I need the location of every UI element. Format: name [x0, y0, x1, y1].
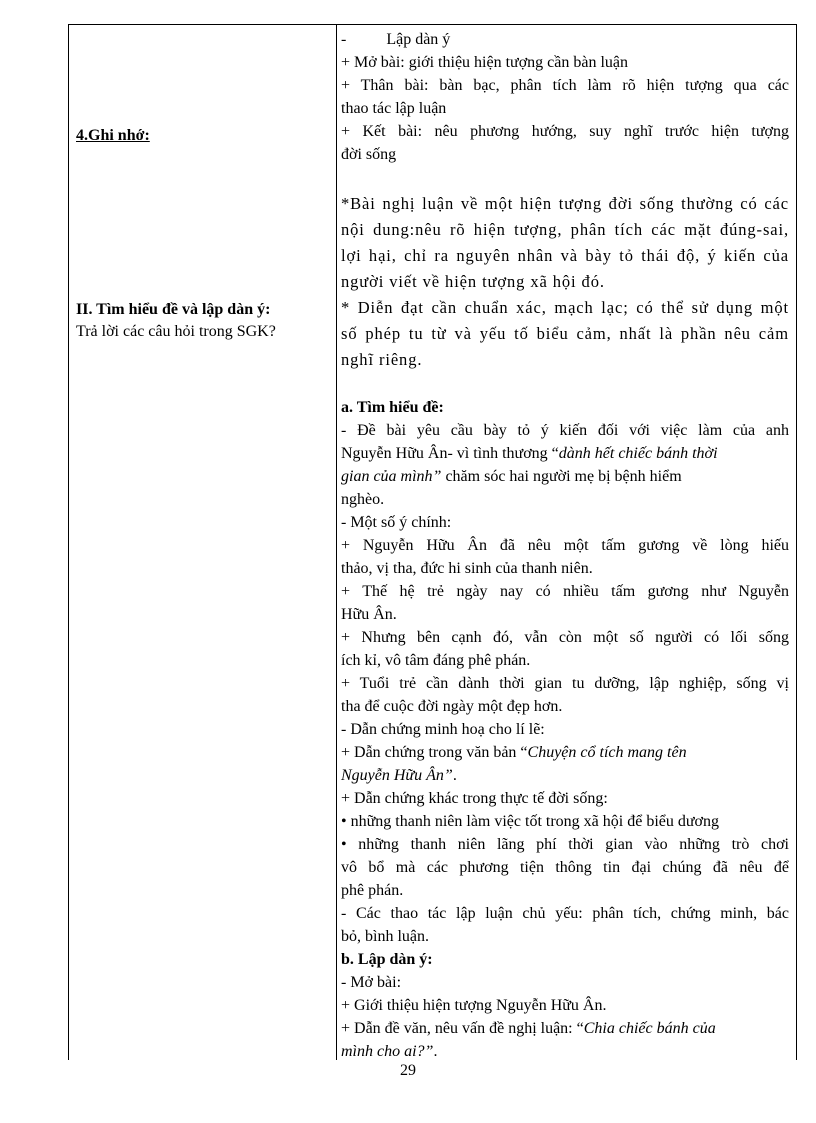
tim-hieu-de-heading: a. Tìm hiểu đề: — [341, 399, 444, 416]
body-line — [341, 442, 789, 465]
italic-quote: dành hết chiếc bánh thời — [558, 445, 718, 462]
body-line: + Giới thiệu hiện tượng Nguyễn Hữu Ân. — [341, 997, 607, 1014]
body-line: + Nguyễn Hữu Ân đã nêu một tấm gương về lòng hiếu — [341, 537, 789, 554]
text-span: chăm sóc hai người mẹ bị bệnh hiểm — [441, 468, 682, 485]
body-line: - Các thao tác lập luận chủ yếu: phân tích, chứng minh, bác — [341, 905, 789, 922]
ghi-nho-line: nội dung:nêu rõ hiện tượng, phân tích các mặt đúng-sai, — [341, 220, 789, 239]
body-line — [341, 1017, 789, 1040]
italic-quote: Chuyện cổ tích mang tên — [527, 744, 687, 761]
section2-subtitle: Trả lời các câu hỏi trong SGK? — [76, 323, 276, 340]
body-line: tha để cuộc đời ngày một đẹp hơn. — [341, 698, 563, 715]
outline-line: - Lập dàn ý — [341, 31, 451, 48]
ghi-nho-line: lợi hại, chỉ ra nguyên nhân và bày tỏ thái độ, ý kiến của — [341, 246, 789, 265]
body-line: thảo, vị tha, đức hi sinh của thanh niên. — [341, 560, 593, 577]
body-line: phê phán. — [341, 882, 404, 899]
tim-hieu-de-section — [341, 396, 789, 1063]
italic-quote: gian của mình” — [341, 468, 442, 485]
table-middle-border — [336, 24, 337, 1060]
ghi-nho-line: nghĩ riêng. — [341, 350, 423, 369]
table-left-border — [68, 24, 69, 1060]
outline-line: đời sống — [341, 146, 397, 163]
table-top-border — [68, 24, 797, 25]
body-line: - Đề bài yêu cầu bày tỏ ý kiến đối với việc làm của anh — [341, 422, 789, 439]
outline-summary — [341, 28, 789, 166]
ghi-nho-line: * Diễn đạt cần chuẩn xác, mạch lạc; có thể sử dụng một — [341, 298, 789, 317]
outline-line: thao tác lập luận — [341, 100, 447, 117]
ghi-nho-line: số phép tu từ và yếu tố biểu cảm, nhất là phần nêu cảm — [341, 324, 789, 343]
outline-line: + Kết bài: nêu phương hướng, suy nghĩ trước hiện tượng — [341, 123, 789, 140]
body-line: Hữu Ân. — [341, 606, 397, 623]
body-line: • những thanh niên lãng phí thời gian vào những trò chơi — [341, 836, 789, 853]
text-span: . — [433, 1043, 438, 1060]
lap-dan-y-heading: b. Lập dàn ý: — [341, 951, 433, 968]
ghi-nho-content — [341, 191, 789, 373]
text-span: + Dẫn chứng trong văn bản “ — [341, 744, 528, 761]
ghi-nho-line: *Bài nghị luận về một hiện tượng đời sống thường có các — [341, 194, 789, 213]
page-number: 29 — [400, 1062, 416, 1079]
body-line: + Dẫn chứng khác trong thực tế đời sống: — [341, 790, 608, 807]
outline-line: + Thân bài: bàn bạc, phân tích làm rõ hiện tượng qua các — [341, 77, 789, 94]
text-span: . — [452, 767, 457, 784]
body-line: + Thế hệ trẻ ngày nay có nhiều tấm gương như Nguyễn — [341, 583, 789, 600]
body-line: bỏ, bình luận. — [341, 928, 429, 945]
section2-heading: II. Tìm hiểu đề và lập dàn ý: — [76, 301, 271, 318]
italic-quote: Chia chiếc bánh của — [583, 1020, 716, 1037]
ghi-nho-heading: 4.Ghi nhớ: — [76, 127, 150, 144]
table-right-border — [796, 24, 797, 1060]
body-line — [341, 465, 789, 488]
body-line: - Một số ý chính: — [341, 514, 452, 531]
outline-line: + Mở bài: giới thiệu hiện tượng cần bàn luận — [341, 54, 629, 71]
body-line: + Nhưng bên cạnh đó, vẫn còn một số người có lối sống — [341, 629, 789, 646]
italic-quote: Nguyễn Hữu Ân” — [341, 767, 453, 784]
body-line — [341, 764, 789, 787]
body-line: - Dẫn chứng minh hoạ cho lí lẽ: — [341, 721, 545, 738]
body-line: ích kỉ, vô tâm đáng phê phán. — [341, 652, 531, 669]
body-line — [341, 741, 789, 764]
ghi-nho-line: người viết về hiện tượng xã hội đó. — [341, 272, 605, 291]
body-line: vô bổ mà các phương tiện thông tin đại chúng đã nêu để — [341, 859, 789, 876]
body-line: nghèo. — [341, 491, 385, 508]
italic-quote: mình cho ai?” — [341, 1043, 434, 1060]
body-line: + Tuổi trẻ cần dành thời gian tu dưỡng, lập nghiệp, sống vị — [341, 675, 789, 692]
body-line: • những thanh niên làm việc tốt trong xã hội để biểu dương — [341, 813, 719, 830]
body-line — [341, 1040, 789, 1063]
text-span: Nguyễn Hữu Ân- vì tình thương “ — [341, 445, 559, 462]
text-span: + Dẫn đề văn, nêu vấn đề nghị luận: “ — [341, 1020, 584, 1037]
body-line: - Mở bài: — [341, 974, 402, 991]
